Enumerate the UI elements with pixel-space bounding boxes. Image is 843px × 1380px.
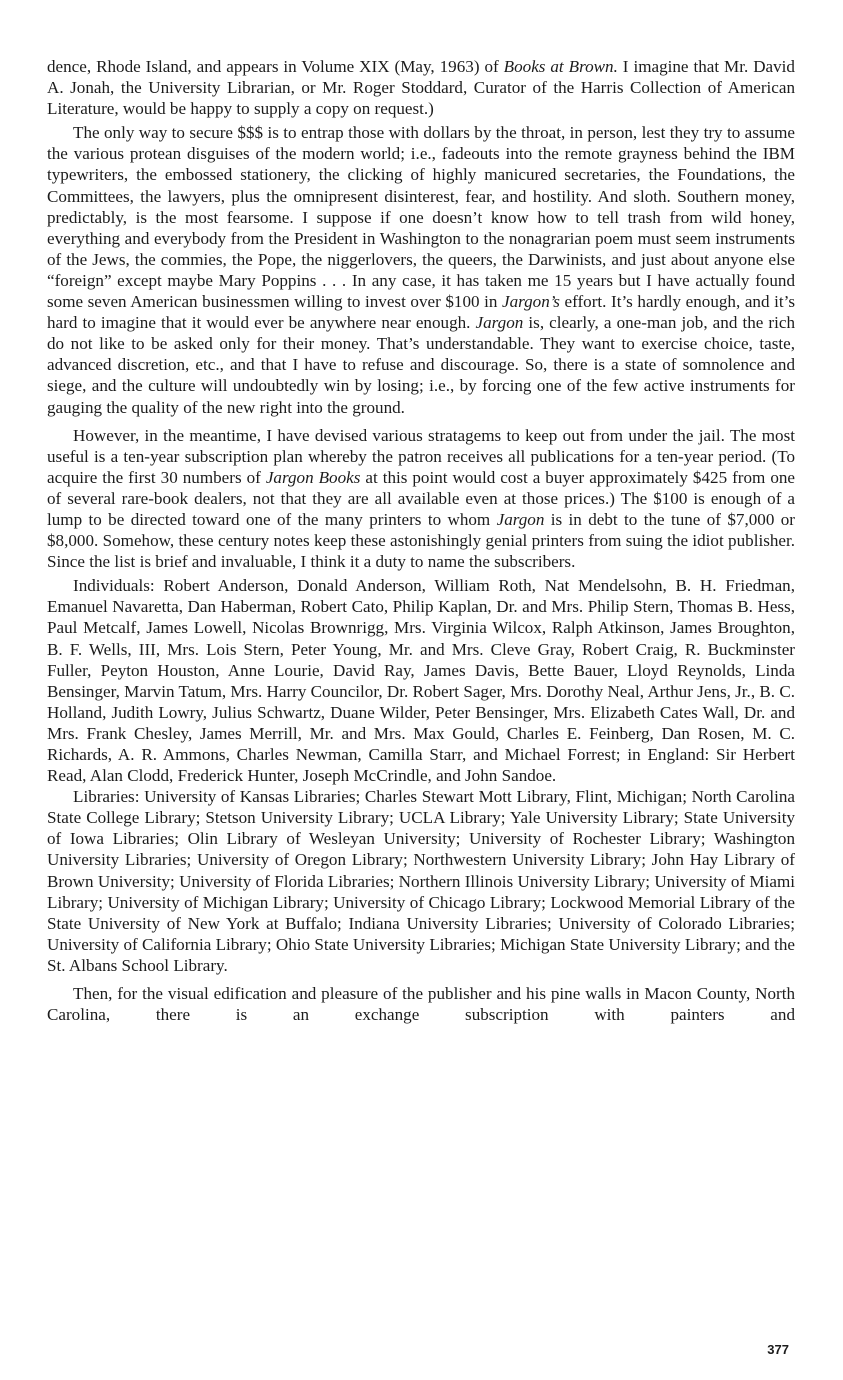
text-run: is, clearly, a one-man job, and the rich do not like to be asked only for their money. That’s understandable. They want to exercise choice, taste, advanced discretion, etc., and that I have to refuse and discourage. So, there is a state of somnolence and siege, and the culture will undoubtedly win by losing; i.e., by forcing one of the few active instruments for gauging the quality of the new right into the ground. — [47, 313, 795, 417]
text-run: at this point would cost a buyer approximately $425 from one of several rare-book dealers, not that they are all available even at those prices.) The $100 is enough of a lump to be directed toward one of the many printers to whom — [47, 467, 795, 529]
text-run: Libraries: University of Kansas Libraries; Charles Stewart Mott Library, Flint, Michigan; North Carolina State College Library; Stetson University Library; UCLA Library; Yale University Library; State University of Iowa Libraries; Olin Library of Wesleyan University; University of Rochester Library; Washington University Libraries; University of Oregon Library; Northwestern University Library; John Hay Library of Brown University; University of Florida Libraries; Northern Illinois University Library; University of Miami Library; University of Michigan Library; University of Chicago Library; Lockwood Memorial Library of the State University of New York at Buffalo; Indiana University Libraries; University of Colorado Libraries; University of California Library; Ohio State University Libraries; Michigan State University Library; and the St. Albans School Library. — [47, 787, 795, 975]
libraries-list — [47, 786, 795, 976]
paragraph-6 — [47, 983, 795, 1025]
text-run: The only way to secure $$$ is to entrap those with dollars by the throat, in person, lest they try to assume the various protean disguises of the modern world; i.e., fadeouts into the remote grayness behind the IBM typewriters, the embossed stationery, the clicking of highly manicured secretaries, the Foundations, the Committees, the lawyers, plus the omnipresent disinterest, fear, and hostility. And sloth. Southern money, predictably, is the most fearsome. I suppose if one doesn’t know how to tell trash from wild honey, everything and everybody from the President in Washington to the nonagrarian poem must seem instruments of the Jews, the commies, the Pope, the niggerlovers, the queers, the Darwinists, and just about anyone else “foreign” except maybe Mary Poppins . . . In any case, it has taken me 15 years but I have actually found some seven American businessmen willing to invest over $100 in — [47, 123, 795, 312]
text-run: However, in the meantime, I have devised various stratagems to keep out from under the jail. The most useful is a ten-year subscription plan whereby the patron receives all publications for a ten-year period. (To acquire the first 30 numbers of — [47, 425, 795, 487]
page-number: 377 — [767, 1342, 789, 1357]
italic-title: Books at Brown. — [503, 57, 618, 76]
text-run: I imagine that Mr. David A. Jonah, the University Librarian, or Mr. Roger Stoddard, Curator of the Harris Collection of American Literature, would be happy to supply a copy on request.) — [47, 57, 795, 119]
individuals-list — [47, 575, 795, 786]
text-run: is in debt to the tune of $7,000 or $8,000. Somehow, these century notes keep these astonishingly genial printers from suing the idiot publisher. Since the list is brief and invaluable, I think it a duty to name the subscribers. — [47, 509, 796, 572]
italic-title: Jargon — [496, 509, 545, 529]
text-run: Then, for the visual edification and pleasure of the publisher and his pine walls in Macon County, North Carolina, there is an exchange subscription with painters and — [47, 984, 795, 1025]
paragraph-3 — [47, 425, 795, 573]
italic-title: Jargon Books — [265, 467, 361, 487]
text-run: dence, Rhode Island, and appears in Volume XIX (May, 1963) of — [47, 57, 504, 76]
paragraph-2 — [47, 122, 795, 417]
paragraph-1 — [47, 56, 795, 119]
body-text — [47, 56, 795, 1028]
text-run: Individuals: Robert Anderson, Donald Anderson, William Roth, Nat Mendelsohn, B. H. Friedman, Emanuel Navaretta, Dan Haberman, Robert Cato, Philip Kaplan, Dr. and Mrs. Philip Stern, Thomas B. Hess, Paul Metcalf, James Lowell, Nicolas Brownrigg, Mrs. Virginia Wilcox, Ralph Atkinson, James Broughton, B. F. Wells, III, Mrs. Lois Stern, Peter Young, Mr. and Mrs. Cleve Gray, Robert Craig, R. Buckminster Fuller, Peyton Houston, Anne Lourie, David Ray, James Davis, Bette Bauer, Lloyd Reynolds, Linda Bensinger, Marvin Tatum, Mrs. Harry Councilor, Dr. Robert Sager, Mrs. Dorothy Neal, Arthur Jens, Jr., B. C. Holland, Judith Lowry, Julius Schwartz, Duane Wilder, Peter Bensinger, Mrs. Elizabeth Cates Wall, Dr. and Mrs. Frank Chesley, James Merrill, Mr. and Mrs. Max Gould, Charles E. Feinberg, Dan Rosen, M. C. Richards, A. R. Ammons, Charles Newman, Camilla Starr, and Michael Forrest; in England: Sir Herbert Read, Alan Clodd, Frederick Hunter, Joseph McCrindle, and John Sandoe. — [47, 576, 795, 786]
italic-title: Jargon’s — [501, 292, 560, 312]
italic-title: Jargon — [475, 313, 524, 333]
text-run: effort. It’s hardly enough, and it’s hard to imagine that it would ever be anywhere near enough. — [47, 292, 795, 333]
